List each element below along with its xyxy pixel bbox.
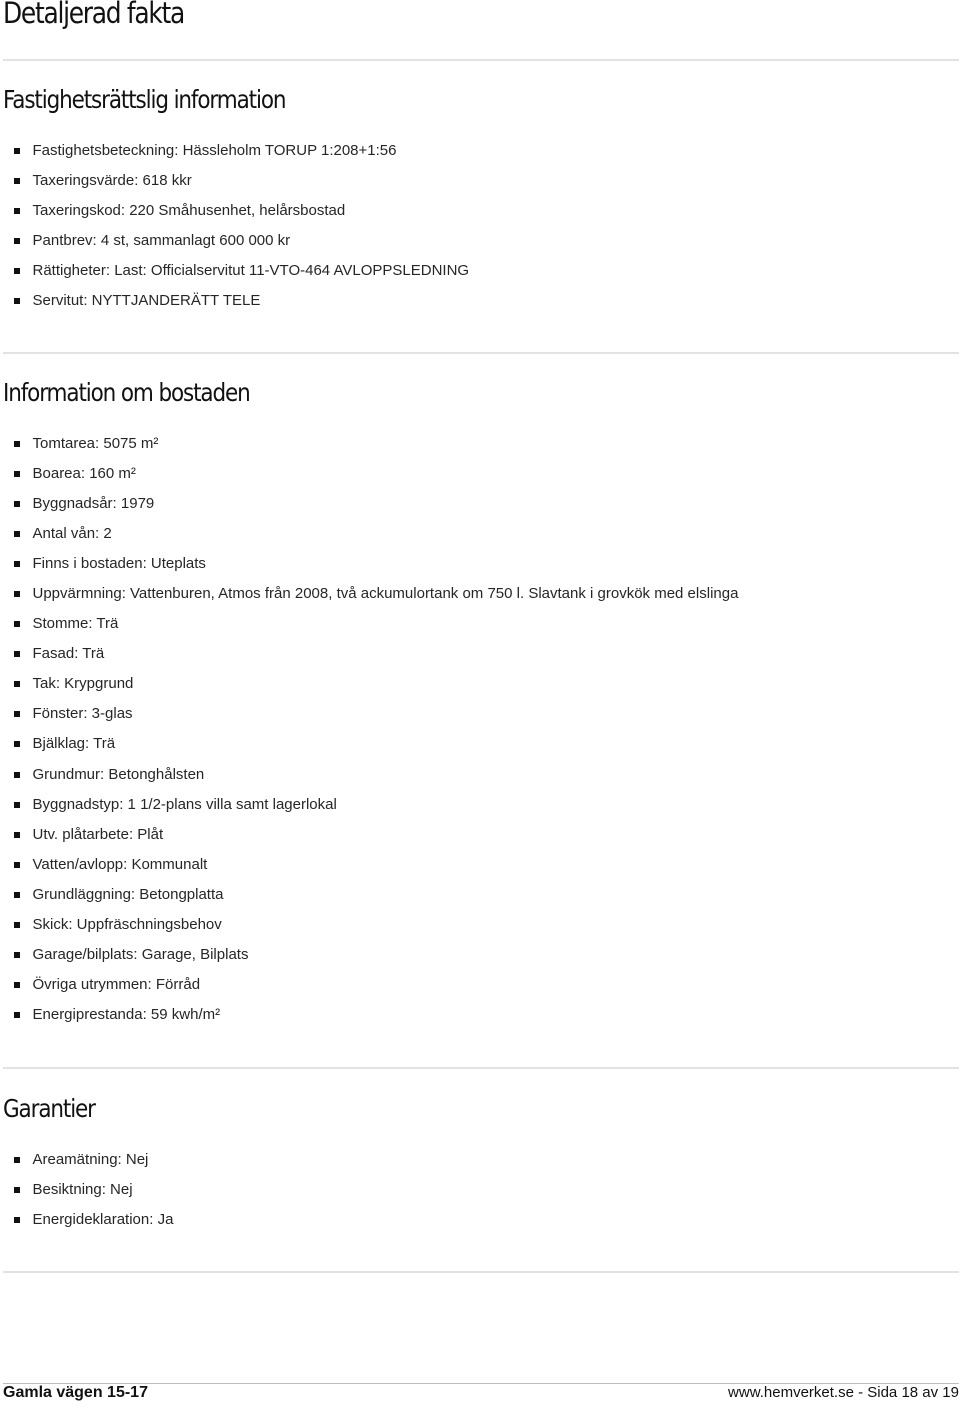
list-item xyxy=(14,699,738,729)
list-item xyxy=(14,880,738,910)
list-item xyxy=(14,1000,738,1030)
list-item-text: Pantbrev: 4 st, sammanlagt 600 000 kr xyxy=(32,232,291,250)
list-item xyxy=(14,226,469,256)
square-bullet-icon xyxy=(14,591,20,597)
section-divider xyxy=(3,1067,959,1069)
list-item-text: Stomme: Trä xyxy=(32,615,119,633)
list-item-text: Grundmur: Betonghålsten xyxy=(32,765,205,783)
square-bullet-icon xyxy=(14,982,20,988)
square-bullet-icon xyxy=(14,621,20,627)
list-item xyxy=(14,519,738,549)
list-item-text: Fasad: Trä xyxy=(32,645,105,663)
list-item xyxy=(14,459,738,489)
section-title-garantier: Garantier xyxy=(3,1094,95,1123)
list-item xyxy=(14,850,738,880)
square-bullet-icon xyxy=(14,1217,20,1223)
square-bullet-icon xyxy=(14,501,20,507)
square-bullet-icon xyxy=(14,561,20,567)
list-item xyxy=(14,429,738,459)
list-item xyxy=(14,196,469,226)
square-bullet-icon xyxy=(14,1187,20,1193)
square-bullet-icon xyxy=(14,531,20,537)
list-item-text: Taxeringsvärde: 618 kkr xyxy=(32,172,192,190)
list-item xyxy=(14,489,738,519)
square-bullet-icon xyxy=(14,832,20,838)
list-item-text: Energideklaration: Ja xyxy=(32,1211,174,1229)
square-bullet-icon xyxy=(14,952,20,958)
list-item xyxy=(14,940,738,970)
list-item-text: Energiprestanda: 59 kwh/m² xyxy=(32,1005,221,1023)
square-bullet-icon xyxy=(14,922,20,928)
section-divider xyxy=(3,1271,959,1273)
list-item xyxy=(14,910,738,940)
list-item xyxy=(14,166,469,196)
list-item xyxy=(14,579,738,609)
list-item xyxy=(14,970,738,1000)
square-bullet-icon xyxy=(14,681,20,687)
square-bullet-icon xyxy=(14,268,20,274)
fastighet-fact-list xyxy=(14,136,469,316)
section-title-bostaden: Information om bostaden xyxy=(3,378,250,407)
list-item xyxy=(14,286,469,316)
section-divider xyxy=(3,352,959,354)
section-title-fastighetsrattslig: Fastighetsrättslig information xyxy=(3,85,286,114)
list-item-text: Uppvärmning: Vattenburen, Atmos från 2008, två ackumulortank om 750 l. Slavtank i grovkök med elslinga xyxy=(32,585,739,603)
list-item-text: Byggnadsår: 1979 xyxy=(32,495,155,513)
list-item-text: Vatten/avlopp: Kommunalt xyxy=(32,855,208,873)
square-bullet-icon xyxy=(14,238,20,244)
square-bullet-icon xyxy=(14,741,20,747)
square-bullet-icon xyxy=(14,862,20,868)
list-item xyxy=(14,639,738,669)
list-item-text: Besiktning: Nej xyxy=(32,1181,133,1199)
list-item-text: Övriga utrymmen: Förråd xyxy=(32,975,201,993)
list-item-text: Areamätning: Nej xyxy=(32,1151,149,1168)
square-bullet-icon xyxy=(14,148,20,154)
square-bullet-icon xyxy=(14,471,20,477)
list-item-text: Fönster: 3-glas xyxy=(32,705,133,723)
list-item-text: Finns i bostaden: Uteplats xyxy=(32,555,206,573)
footer-site-page: www.hemverket.se - Sida 18 av 19 xyxy=(728,1384,959,1401)
list-item-text: Tak: Krypgrund xyxy=(32,675,134,693)
section-divider xyxy=(3,59,959,61)
square-bullet-icon xyxy=(14,208,20,214)
list-item-text: Byggnadstyp: 1 1/2-plans villa samt lagerlokal xyxy=(32,795,337,813)
square-bullet-icon xyxy=(14,441,20,447)
list-item-text: Tomtarea: 5075 m² xyxy=(32,435,159,452)
page-title: Detaljerad fakta xyxy=(3,0,185,30)
garantier-fact-list xyxy=(14,1145,173,1235)
list-item-text: Bjälklag: Trä xyxy=(32,735,116,753)
square-bullet-icon xyxy=(14,711,20,717)
square-bullet-icon xyxy=(14,892,20,898)
list-item-text: Servitut: NYTTJANDERÄTT TELE xyxy=(32,292,261,310)
list-item-text: Rättigheter: Last: Officialservitut 11-VTO-464 AVLOPPSLEDNING xyxy=(32,262,470,280)
list-item-text: Boarea: 160 m² xyxy=(32,465,136,483)
list-item-text: Taxeringskod: 220 Småhusenhet, helårsbostad xyxy=(32,202,346,220)
list-item xyxy=(14,256,469,286)
list-item-text: Skick: Uppfräschningsbehov xyxy=(32,915,222,933)
list-item-text: Fastighetsbeteckning: Hässleholm TORUP 1:208+1:56 xyxy=(32,142,397,159)
list-item-text: Antal vån: 2 xyxy=(32,525,112,543)
square-bullet-icon xyxy=(14,1012,20,1018)
list-item-text: Grundläggning: Betongplatta xyxy=(32,885,224,903)
square-bullet-icon xyxy=(14,298,20,304)
list-item xyxy=(14,1145,173,1175)
list-item xyxy=(14,790,738,820)
square-bullet-icon xyxy=(14,802,20,808)
square-bullet-icon xyxy=(14,772,20,778)
list-item xyxy=(14,1175,173,1205)
footer-address: Gamla vägen 15-17 xyxy=(3,1384,148,1401)
square-bullet-icon xyxy=(14,178,20,184)
bostad-fact-list xyxy=(14,429,738,1030)
list-item xyxy=(14,729,738,759)
list-item xyxy=(14,760,738,790)
list-item xyxy=(14,1205,173,1235)
list-item xyxy=(14,609,738,639)
square-bullet-icon xyxy=(14,1157,20,1163)
list-item xyxy=(14,136,469,166)
list-item-text: Utv. plåtarbete: Plåt xyxy=(32,825,164,843)
list-item xyxy=(14,549,738,579)
list-item xyxy=(14,820,738,850)
list-item xyxy=(14,669,738,699)
list-item-text: Garage/bilplats: Garage, Bilplats xyxy=(32,945,249,963)
square-bullet-icon xyxy=(14,651,20,657)
